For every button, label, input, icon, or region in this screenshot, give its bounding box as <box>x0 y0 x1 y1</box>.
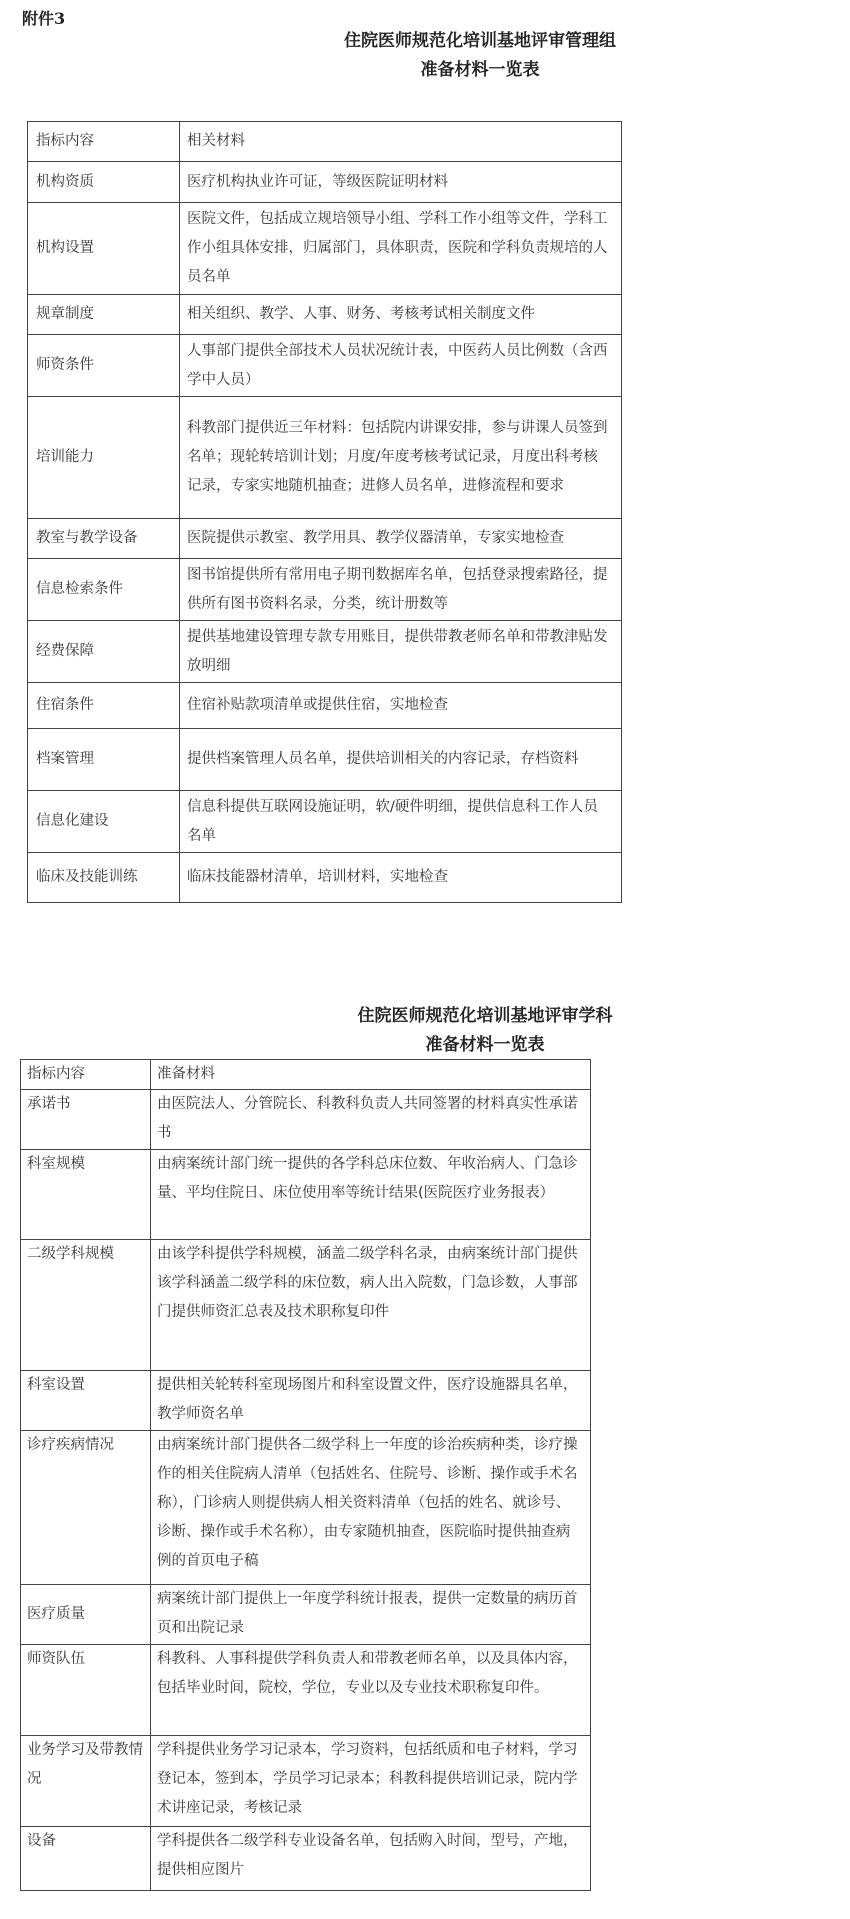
table-row <box>28 559 622 621</box>
discipline-materials-table <box>20 1059 591 1891</box>
row-material: 人事部门提供全部技术人员状况统计表，中医药人员比例数（含西学中人员） <box>180 335 622 397</box>
row-material: 住宿补贴款项清单或提供住宿，实地检查 <box>180 683 622 729</box>
table-row <box>21 1585 591 1645</box>
row-indicator: 师资队伍 <box>21 1645 151 1736</box>
row-material: 病案统计部门提供上一年度学科统计报表，提供一定数量的病历首页和出院记录 <box>151 1585 591 1645</box>
header-material: 准备材料 <box>151 1060 591 1090</box>
table-row <box>28 397 622 519</box>
table-row <box>28 519 622 559</box>
row-material: 临床技能器材清单，培训材料，实地检查 <box>180 853 622 903</box>
section1-title-line1: 住院医师规范化培训基地评审管理组 <box>344 31 616 51</box>
row-material: 学科提供业务学习记录本，学习资料，包括纸质和电子材料，学习登记本，签到本，学员学习记录本；科教科提供培训记录，院内学术讲座记录，考核记录 <box>151 1736 591 1827</box>
section2-title-line2: 准备材料一览表 <box>425 1035 545 1055</box>
row-material: 相关组织、教学、人事、财务、考核考试相关制度文件 <box>180 295 622 335</box>
row-material: 提供档案管理人员名单，提供培训相关的内容记录，存档资料 <box>180 729 622 791</box>
row-indicator: 承诺书 <box>21 1090 151 1150</box>
row-indicator: 二级学科规模 <box>21 1240 151 1371</box>
row-material: 医院提供示教室、教学用具、教学仪器清单，专家实地检查 <box>180 519 622 559</box>
table-row <box>21 1090 591 1150</box>
row-indicator: 机构设置 <box>28 203 180 295</box>
section2-title <box>300 1002 670 1060</box>
row-indicator: 临床及技能训练 <box>28 853 180 903</box>
row-material: 医院文件，包括成立规培领导小组、学科工作小组等文件，学科工作小组具体安排，归属部门，具体职责，医院和学科负责规培的人员名单 <box>180 203 622 295</box>
row-indicator: 设备 <box>21 1827 151 1891</box>
row-material: 提供相关轮转科室现场图片和科室设置文件，医疗设施器具名单，教学师资名单 <box>151 1371 591 1431</box>
row-material: 由病案统计部门统一提供的各学科总床位数、年收治病人、门急诊量、平均住院日、床位使用率等统计结果(医院医疗业务报表） <box>151 1150 591 1240</box>
row-material: 科教部门提供近三年材料：包括院内讲课安排，参与讲课人员签到名单；现轮转培训计划；月度/年度考核考试记录，月度出科考核记录，专家实地随机抽查；进修人员名单，进修流程和要求 <box>180 397 622 519</box>
table-row <box>21 1150 591 1240</box>
row-indicator: 教室与教学设备 <box>28 519 180 559</box>
row-material: 由病案统计部门提供各二级学科上一年度的诊治疾病种类，诊疗操作的相关住院病人清单（包括姓名、住院号、诊断、操作或手术名称），门诊病人则提供病人相关资料清单（包括的姓名、就诊号、诊断、操作或手术名称），由专家随机抽查，医院临时提供抽查病例的首页电子稿 <box>151 1431 591 1585</box>
management-materials-table <box>27 121 622 903</box>
table-row <box>21 1240 591 1371</box>
table-header-row <box>28 122 622 162</box>
row-indicator: 住宿条件 <box>28 683 180 729</box>
row-material: 由该学科提供学科规模，涵盖二级学科名录，由病案统计部门提供该学科涵盖二级学科的床位数，病人出入院数，门急诊数，人事部门提供师资汇总表及技术职称复印件 <box>151 1240 591 1371</box>
row-indicator: 科室规模 <box>21 1150 151 1240</box>
row-indicator: 诊疗疾病情况 <box>21 1431 151 1585</box>
row-indicator: 科室设置 <box>21 1371 151 1431</box>
table-row <box>28 162 622 203</box>
table-row <box>28 335 622 397</box>
row-material: 学科提供各二级学科专业设备名单，包括购入时间，型号，产地，提供相应图片 <box>151 1827 591 1891</box>
table-header-row <box>21 1060 591 1090</box>
row-indicator: 信息化建设 <box>28 791 180 853</box>
table-row <box>21 1371 591 1431</box>
table-row <box>28 729 622 791</box>
table-row <box>28 203 622 295</box>
row-indicator: 培训能力 <box>28 397 180 519</box>
section1-title <box>290 27 670 85</box>
row-indicator: 信息检索条件 <box>28 559 180 621</box>
table-row <box>21 1645 591 1736</box>
header-indicator: 指标内容 <box>21 1060 151 1090</box>
row-indicator: 规章制度 <box>28 295 180 335</box>
row-indicator: 医疗质量 <box>21 1585 151 1645</box>
header-material: 相关材料 <box>180 122 622 162</box>
row-material: 科教科、人事科提供学科负责人和带教老师名单，以及具体内容，包括毕业时间，院校，学位，专业以及专业技术职称复印件。 <box>151 1645 591 1736</box>
section2-title-line1: 住院医师规范化培训基地评审学科 <box>357 1006 613 1026</box>
table-row <box>21 1827 591 1891</box>
row-indicator: 业务学习及带教情况 <box>21 1736 151 1827</box>
attachment-label: 附件3 <box>22 9 66 28</box>
row-indicator: 档案管理 <box>28 729 180 791</box>
table-row <box>28 295 622 335</box>
row-material: 由医院法人、分管院长、科教科负责人共同签署的材料真实性承诺书 <box>151 1090 591 1150</box>
table-row <box>28 853 622 903</box>
table-row <box>21 1736 591 1827</box>
table-row <box>28 683 622 729</box>
row-indicator: 经费保障 <box>28 621 180 683</box>
header-indicator: 指标内容 <box>28 122 180 162</box>
table-row <box>21 1431 591 1585</box>
row-material: 医疗机构执业许可证，等级医院证明材料 <box>180 162 622 203</box>
row-indicator: 师资条件 <box>28 335 180 397</box>
section1-title-line2: 准备材料一览表 <box>420 60 540 80</box>
row-material: 提供基地建设管理专款专用账目，提供带教老师名单和带教津贴发放明细 <box>180 621 622 683</box>
row-material: 图书馆提供所有常用电子期刊数据库名单，包括登录搜索路径，提供所有图书资料名录，分类，统计册数等 <box>180 559 622 621</box>
row-material: 信息科提供互联网设施证明，软/硬件明细，提供信息科工作人员名单 <box>180 791 622 853</box>
table-row <box>28 621 622 683</box>
table-row <box>28 791 622 853</box>
row-indicator: 机构资质 <box>28 162 180 203</box>
